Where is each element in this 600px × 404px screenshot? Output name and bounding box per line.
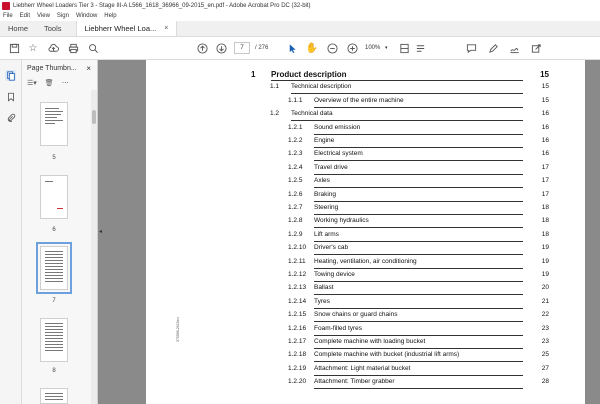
thumbnail-page-number: 6 [52, 227, 56, 233]
toc-number: 1.2.4 [288, 163, 303, 171]
toc-page-number: 18 [541, 204, 549, 211]
toc-number: 1.2.15 [288, 311, 307, 319]
collapse-pane-arrow-icon[interactable]: ◂ [99, 229, 103, 235]
page-thumbnail[interactable] [40, 388, 68, 404]
page-thumbnails-panel [22, 60, 98, 404]
toc-row[interactable] [146, 70, 585, 82]
toc-page-number: 17 [541, 190, 549, 198]
tab-bar [0, 21, 600, 37]
toc-number: 1.2.14 [288, 297, 307, 305]
toc-row[interactable] [146, 284, 585, 296]
window-title: Liebherr Wheel Loaders Tier 3 - Stage III-A L566_1618_36966_09-2015_en.pdf - Adobe Acrobat Pro DC (32-bit) [13, 2, 311, 9]
bookmarks-icon[interactable] [5, 91, 16, 102]
find-search-icon[interactable] [87, 42, 99, 54]
toc-underline [291, 93, 523, 94]
toc-number: 1.1.1 [288, 96, 303, 104]
zoom-out-icon[interactable] [326, 42, 338, 54]
previous-page-icon[interactable] [196, 42, 208, 54]
menu-file[interactable]: File [3, 13, 13, 19]
toc-page-number: 15 [540, 70, 549, 79]
toc-underline [314, 187, 523, 188]
toc-row[interactable] [146, 110, 585, 122]
toc-row[interactable] [146, 191, 585, 203]
toc-title: Steering [314, 204, 339, 211]
toc-page-number: 15 [541, 96, 549, 104]
toc-underline [271, 80, 523, 81]
page-display-icon[interactable] [398, 42, 410, 54]
toc-page-number: 27 [541, 364, 549, 372]
print-icon[interactable] [67, 42, 79, 54]
toc-page-number: 16 [541, 110, 549, 118]
toc-page-number: 16 [541, 137, 549, 144]
toc-page-number: 17 [541, 163, 549, 171]
toc-title: Travel drive [314, 163, 348, 171]
tab-home[interactable]: Home [8, 24, 29, 33]
toc-row[interactable] [146, 351, 585, 363]
toc-page-number: 19 [541, 257, 549, 265]
toc-number: 1.2.19 [288, 364, 307, 372]
toc-page-number: 21 [541, 297, 549, 305]
tab-document-label: Liebherr Wheel Loa... [84, 24, 157, 33]
toc-title: Tyres [314, 297, 330, 305]
toc-row[interactable] [146, 298, 585, 310]
toc-title: Ballast [314, 284, 334, 292]
toc-row[interactable] [146, 124, 585, 136]
main-toolbar [0, 37, 600, 60]
toc-underline [314, 254, 523, 255]
toc-page-number: 18 [541, 217, 549, 225]
toc-row[interactable] [146, 150, 585, 162]
toc-page-number: 20 [541, 284, 549, 292]
toc-title: Electrical system [314, 150, 363, 158]
toc-row[interactable] [146, 338, 585, 350]
more-options-icon[interactable]: ⋯ [61, 80, 69, 87]
toc-underline [314, 214, 523, 215]
toc-title: Complete machine with bucket (industrial lift arms) [314, 351, 460, 359]
toc-underline [314, 348, 523, 349]
toc-title: Towing device [314, 271, 355, 278]
page-thumbnail-selected[interactable] [40, 246, 68, 290]
toc-row[interactable] [146, 83, 585, 95]
toc-underline [314, 107, 523, 108]
save-icon[interactable] [8, 42, 20, 54]
toc-row[interactable] [146, 258, 585, 270]
share-icon[interactable] [530, 42, 542, 54]
toc-title: Lift arms [314, 230, 339, 238]
toc-number: 1.2.5 [288, 177, 303, 185]
toc-title: Sound emission [314, 123, 361, 131]
toc-row[interactable] [146, 311, 585, 323]
toc-title: Heating, ventilation, air conditioning [314, 257, 417, 265]
toc-number: 1.2.20 [288, 378, 307, 386]
title-bar [0, 0, 600, 11]
toc-page-number: 19 [541, 271, 549, 278]
toc-title: Overview of the entire machine [314, 96, 404, 104]
tab-document[interactable] [76, 21, 178, 36]
page-thumbnail[interactable] [40, 102, 68, 146]
thumbnails-scrollbar[interactable] [91, 90, 97, 404]
toc-page-number: 19 [541, 244, 549, 252]
thumbnail-page-number: 7 [52, 298, 56, 304]
toc-number: 1.2.3 [288, 150, 303, 158]
menu-bar [0, 11, 600, 21]
toc-row[interactable] [146, 217, 585, 229]
zoom-in-icon[interactable] [346, 42, 358, 54]
page-thumbnail[interactable] [40, 318, 68, 362]
toc-number: 1.2.11 [288, 257, 306, 265]
toc-title: Driver's cab [314, 244, 349, 252]
attachments-paperclip-icon[interactable] [5, 112, 16, 123]
thumbnails-header [22, 60, 97, 76]
toc-page-number: 22 [541, 311, 549, 319]
page-total: / 276 [255, 45, 269, 51]
zoom-level-select[interactable] [365, 42, 393, 54]
toc-page-number: 28 [541, 378, 549, 386]
toc-page-number: 16 [541, 150, 549, 158]
toc-number: 1.2.1 [288, 123, 303, 131]
toc-underline [314, 375, 523, 376]
toc-number: 1.2.9 [288, 230, 303, 238]
toc-row[interactable] [146, 97, 585, 109]
toc-title: Foam-filled tyres [314, 324, 363, 332]
toc-number: 1.2.7 [288, 204, 303, 211]
toc-row[interactable] [146, 325, 585, 337]
toc-number: 1.2.2 [288, 137, 303, 144]
toc-number: 1.2.18 [288, 351, 307, 359]
cloud-upload-icon[interactable] [47, 42, 59, 54]
toc-title: Snow chains or guard chains [314, 311, 398, 319]
toc-page-number: 17 [541, 177, 549, 185]
thumbnail-page-number: 5 [52, 155, 56, 161]
toc-title: Product description [271, 70, 347, 79]
toc-number: 1.2.17 [288, 338, 307, 345]
toc-title: Technical data [291, 110, 333, 118]
toc-underline [314, 281, 523, 282]
toc-underline [314, 147, 523, 148]
toc-underline [314, 321, 523, 322]
toc-row[interactable] [146, 231, 585, 243]
toc-page-number: 18 [541, 230, 549, 238]
toc-underline [314, 174, 523, 175]
zoom-level-value: 100% [365, 45, 381, 51]
menu-help[interactable]: Help [104, 13, 117, 19]
toc-row[interactable] [146, 365, 585, 377]
toc-title: Axles [314, 177, 330, 185]
highlight-pen-icon[interactable] [487, 42, 499, 54]
toc-row[interactable] [146, 164, 585, 176]
chevron-down-icon: ▾ [385, 45, 388, 51]
toc-title: Attachment: Light material bucket [314, 364, 411, 372]
toc-title: Attachment: Timber grabber [314, 378, 395, 386]
toc-number: 1.2.10 [288, 244, 307, 252]
toc-underline [314, 308, 523, 309]
pdf-page [146, 60, 585, 404]
toc-page-number: 25 [541, 351, 549, 359]
toc-number: 1.2.13 [288, 284, 307, 292]
page-number-input[interactable]: 7 [234, 42, 250, 54]
toc-number: 1.1 [270, 83, 280, 91]
toc-underline [291, 120, 523, 121]
toc-title: Technical description [291, 83, 352, 91]
toc-underline [314, 388, 523, 389]
toc-number: 1.2.12 [288, 271, 307, 278]
menu-edit[interactable]: Edit [19, 13, 31, 19]
toc-row[interactable] [146, 271, 585, 283]
toc-row[interactable] [146, 177, 585, 189]
scroll-mode-icon[interactable] [414, 42, 426, 54]
toc-number: 1.2.6 [288, 190, 303, 198]
next-page-icon[interactable] [215, 42, 227, 54]
thumbnails-toolbar [22, 76, 97, 90]
delete-trash-icon[interactable]: 🗑 [44, 80, 54, 87]
page-thumbnail[interactable] [40, 175, 68, 219]
thumbnails-scroll-handle[interactable] [92, 110, 96, 124]
toc-row[interactable] [146, 378, 585, 390]
comment-icon[interactable] [465, 42, 477, 54]
document-side-code: 375566-2015en [176, 317, 180, 342]
toc-title: Engine [314, 137, 335, 144]
toc-page-number: 23 [541, 338, 549, 345]
toc-row[interactable] [146, 204, 585, 216]
menu-sign[interactable]: Sign [56, 13, 69, 19]
toc-number: 1.2.16 [288, 324, 307, 332]
tab-tools[interactable]: Tools [44, 24, 62, 33]
toc-page-number: 15 [541, 83, 549, 91]
close-icon[interactable]: × [86, 63, 91, 73]
thumbnail-page-number: 8 [52, 368, 56, 374]
hand-tool-icon[interactable]: ✋ [305, 42, 319, 54]
fill-sign-icon[interactable] [508, 42, 520, 54]
bookmark-star-icon[interactable]: ☆ [28, 42, 38, 54]
toc-number: 1 [251, 70, 256, 79]
navigation-pane-strip [0, 60, 22, 404]
toc-underline [314, 361, 523, 362]
toc-underline [314, 268, 523, 269]
toc-underline [314, 227, 523, 228]
toc-underline [314, 335, 523, 336]
toc-page-number: 16 [541, 123, 549, 131]
thumbnails-title: Page Thumbn... [27, 64, 77, 72]
toc-title: Braking [314, 190, 337, 198]
page-thumbnails-icon[interactable] [5, 70, 16, 81]
toc-page-number: 23 [541, 324, 549, 332]
toc-underline [314, 160, 523, 161]
toc-title: Complete machine with loading bucket [314, 338, 426, 345]
toc-number: 1.2.8 [288, 217, 303, 225]
toc-underline [314, 201, 523, 202]
menu-view[interactable]: View [37, 13, 50, 19]
select-cursor-icon[interactable] [286, 42, 298, 54]
toc-row[interactable] [146, 137, 585, 149]
toc-number: 1.2 [270, 110, 280, 118]
tab-close-icon[interactable]: × [164, 25, 169, 32]
toc-underline [314, 294, 523, 295]
toc-underline [314, 134, 523, 135]
toc-row[interactable] [146, 244, 585, 256]
toc-title: Working hydraulics [314, 217, 369, 225]
menu-window[interactable]: Window [75, 13, 98, 19]
options-menu-icon[interactable]: ☰▾ [27, 80, 37, 87]
acrobat-app-icon [2, 2, 10, 10]
toc-underline [314, 241, 523, 242]
